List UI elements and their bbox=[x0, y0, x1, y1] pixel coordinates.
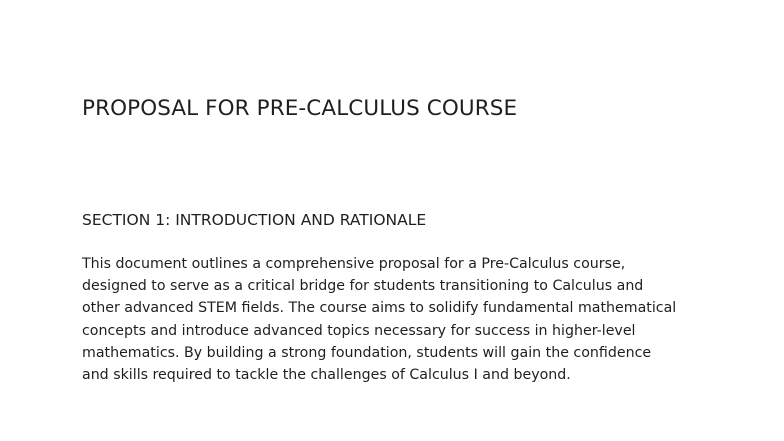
paragraph-line: This document outlines a comprehensive proposal for a Pre-Calculus course, bbox=[82, 256, 626, 272]
section-paragraph bbox=[82, 253, 722, 386]
document-title: PROPOSAL FOR PRE-CALCULUS COURSE bbox=[82, 96, 518, 121]
paragraph-line: concepts and introduce advanced topics necessary for success in higher-level bbox=[82, 322, 636, 339]
section-heading: SECTION 1: INTRODUCTION AND RATIONALE bbox=[82, 211, 427, 229]
paragraph-line: mathematics. By building a strong foundation, students will gain the confidence bbox=[82, 344, 652, 361]
paragraph-line: and skills required to tackle the challenges of Calculus I and beyond. bbox=[82, 367, 571, 384]
paragraph-line: other advanced STEM fields. The course aims to solidify fundamental mathematical bbox=[82, 300, 677, 317]
paragraph-line: designed to serve as a critical bridge for students transitioning to Calculus and bbox=[82, 278, 644, 295]
